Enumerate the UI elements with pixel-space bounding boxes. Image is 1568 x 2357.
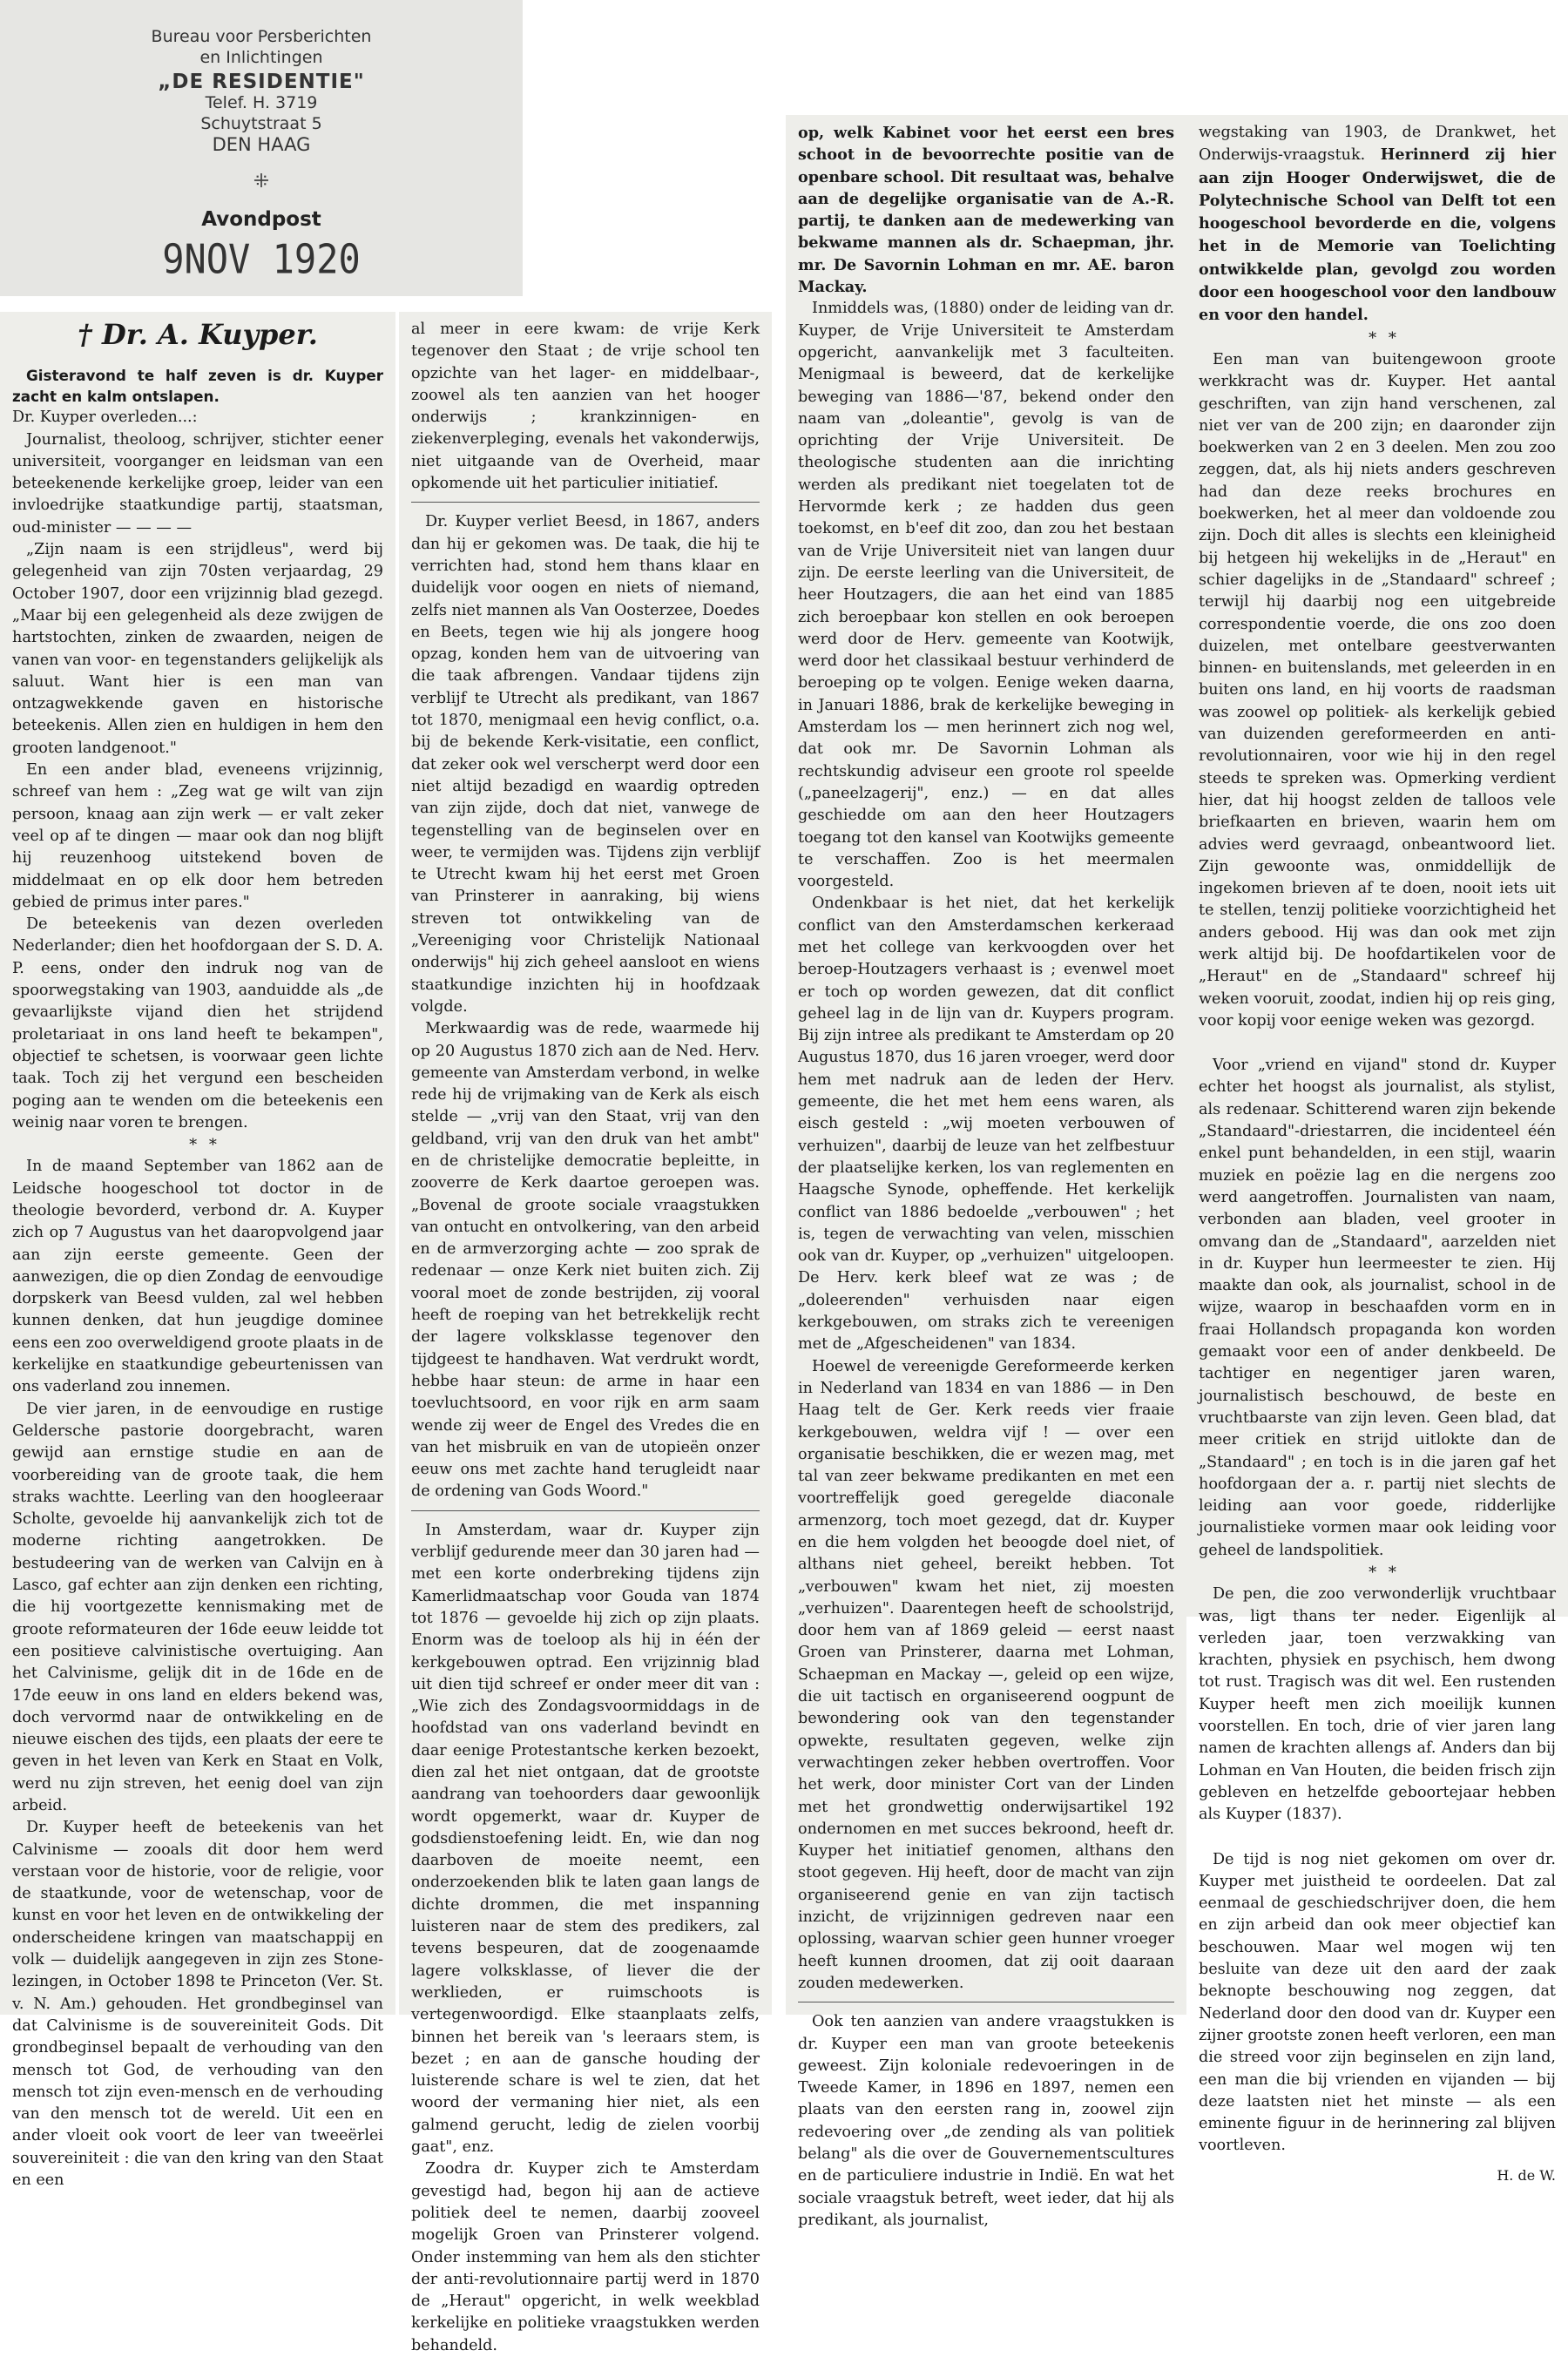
section-separator: * *: [189, 1136, 220, 1155]
paragraph: Ook ten aanzien van andere vraagstukken is dr. Kuyper een man van groote beteekenis geweest. Zijn koloniale redevoeringen in de Tweede Kamer, in 1896 en 1897, nemen een plaats van den eersten rang in, zoowel zijn redevoering over „de zending als van politiek belang" als die over de Gouvernementscultures en de particuliere industrie in Indië. En wat het sociale vraagstuk betreft, weet ieder, dat hij als predikant, als journalist,: [798, 2013, 1174, 2229]
paragraph: En een ander blad, eveneens vrijzinnig, schreef van hem : „Zeg wat ge wilt van zijn persoon, knaag aan zijn werk — er valt zeker veel op af te dingen — maar ook dan nog blijft hij reuzenhoog uitstekend boven de middelmaat en op elk door hem betreden gebied de primus inter pares.": [12, 761, 383, 911]
paragraph: Journalist, theoloog, schrijver, stichter eener universiteit, voorganger en leidsman van een beteekenende kerkelijke groep, leider van een invloedrijke staatkundige partij, staatsman, oud-minister — — — —: [12, 430, 383, 537]
bureau-subtitle: en Inlichtingen: [199, 48, 323, 67]
edition-label: Avondpost: [201, 208, 321, 231]
paragraph: Zoodra dr. Kuyper zich te Amsterdam gevestigd had, begon hij aan de actieve politiek deel te nemen, daarbij zooveel mogelijk Groen van Prinsterer volgend. Onder instemming van hem als den stichter der anti-revolutionnaire partij werd in 1870 de „Heraut" opgericht, in welk weekblad kerkelijke en politieke vraagstukken werden behandeld.: [411, 2160, 760, 2354]
ornament-icon: ⁜: [253, 171, 270, 192]
article-column-4: [1186, 115, 1568, 2184]
agency-phone: Telef. H. 3719: [205, 93, 318, 112]
paragraph: al meer in eere kwam: de vrije Kerk tegenover den Staat ; de vrije school ten opzichte van het lager- en middelbaar-, zoowel als ten aanzien van het hooger onderwijs ; krankzinnigen- en ziekenverpleging, evenals het vakonderwijs, niet uitgaande van de Overheid, maar opkomende uit het particulier initiatief.: [411, 321, 760, 493]
paragraph: Inmiddels was, (1880) onder de leiding van dr. Kuyper, de Vrije Universiteit te Amsterdam opgericht, aanvankelijk met 3 faculteiten. Menigmaal is beweerd, dat de kerkelijke beweging van 1886—'87, bekend onder den naam van „doleantie", gevolg is van de oprichting der Vrije Universiteit. De theologische studenten aan die inrichting werden als predikant niet toegelaten tot de Hervormde kerk ; ze hadden dus geen toekomst, en b'eef dit zoo, dan zou het bestaan van de Vrije Universiteit niet van langen duur zijn. De eerste leerling van die Universiteit, de heer Houtzagers, die aan het eind van 1885 zich beroepbaar kon stellen en ook beroepen werd door de Herv. gemeente van Kootwijk, werd door het classikaal bestuur verhinderd de beroeping op te volgen. Eenige weken daarna, in Januari 1886, brak de kerkelijke beweging in Amsterdam los — men herinnert zich nog wel, dat ook mr. De Savornin Lohman als rechtskundig adviseur een groote rol speelde („paneelzagerij", enz.) — en dat alles geschiedde om aan den heer Houtzagers toegang tot den kansel van Kootwijks gemeente te verschaffen. Zoo is het meermalen voorgesteld.: [798, 300, 1174, 891]
paragraph: De vier jaren, in de eenvoudige en rustige Geldersche pastorie doorgebracht, waren gewijd aan ernstige studie en aan de voorbereiding van de groote taak, die hem straks wachtte. Leerling van den hoogleeraar Scholte, gevoelde hij aanvankelijk zich tot de moderne richting aangetrokken. De bestudeering van de werken van Calvijn en à Lasco, gaf echter aan zijn denken een richting, die hij voortgezette kennismaking met de groote reformateuren der 16de eeuw leidde tot een positieve calvinistische overtuiging. Aan het Calvinisme, gelijk dit in de 16de en de 17de eeuw in ons land en elders bekend was, doch vervormd naar de ontwikkeling en de nieuwe eischen des tijds, een plaats der eere te geven in het leven van Kerk en Staat en Volk, werd nu zijn streven, het eenig doel van zijn arbeid.: [12, 1400, 383, 1814]
paragraph: Voor „vriend en vijand" stond dr. Kuyper echter het hoogst als journalist, als stylist, als redenaar. Schitterend waren zijn bekende „Standaard"-driestarren, die incidenteel één enkel punt behandelden, in een stijl, waarin muziek en poëzie lag en die nergens zoo werd aangetroffen. Journalisten van naam, verbonden aan bladen, veel grooter in omvang dan de „Standaard", aarzelden niet in dr. Kuyper hun leermeester te zien. Hij maakte dan ook, als journalist, school in de wijze, waarop in beschaafden vorm en in fraai Hollandsch propaganda kon worden gemaakt voor een of ander denkbeeld. De tachtiger en negentiger jaren waren, journalistisch beschouwd, de beste en vruchtbaarste van zijn leven. Geen blad, dat meer critiek en strijd uitlokte dan de „Standaard" ; en toch is in die jaren gaf het hoofdorgaan der a. r. partij niet slechts de leiding aan voor goede, ridderlijke journalistieke vormen maar ook leiding voor geheel de landspolitiek.: [1199, 1057, 1556, 1559]
paragraph: De pen, die zoo verwonderlijk vruchtbaar was, ligt thans ter neder. Eigenlijk al verleden jaar, toen verzwakking van krachten, physiek en psychisch, hem dwong tot rust. Tragisch was dit wel. Een rustenden Kuyper heeft men zich moeilijk kunnen voorstellen. En toch, drie of vier jaren lang namen de krachten allengs af. Anders dan bij Lohman en Van Houten, die beiden frisch zijn gebleven en hetzelfde geboortejaar hebben als Kuyper (1837).: [1199, 1585, 1556, 1824]
article-column-3: [786, 115, 1186, 2229]
agency-name: „DE RESIDENTIE": [158, 71, 365, 93]
paragraph: Merkwaardig was de rede, waarmede hij op 20 Augustus 1870 zich aan de Ned. Herv. gemeente van Amsterdam verbond, in welke rede hij de vrijmaking van de Kerk als eisch stelde — „vrij van den Staat, vrij van den geldband, vrij van den druk van het ambt" en de christelijke democratie bepleitte, in zooverre de Kerk daartoe geroepen was. „Bovenal de groote sociale vraagstukken van ontucht en ontvolkering, van den arbeid en de armverzorging achte — zoo sprak de redenaar — onze Kerk niet buiten zich. Zij vooral moet de zonde bestrijden, zij vooral heeft de roeping van het betrekkelijk recht der lagere volksklasse tegenover den tijdgeest te handhaven. Wat verdrukt wordt, hebbe haar steun: de arme in haar een toevluchtsoord, en voor rijk en arm saam wende zij weer de Engel des Vredes die en van het misbruik en van de utopieën onzer eeuw ons met zachte hand terugleidt naar de ordening van Gods Woord.": [411, 1020, 760, 1501]
paragraph: In Amsterdam, waar dr. Kuyper zijn verblijf gedurende meer dan 30 jaren had — met een korte onderbreking tijdens zijn Kamerlidmaatschap voor Gouda van 1874 tot 1876 — gevoelde hij zich op zijn plaats. Enorm was de toeloop als hij in één der kerkgebouwen optrad. Een vrijzinnig blad uit dien tijd schreef er onder meer dit van : „Wie zich des Zondagsvoormiddags in de hoofdstad van ons vaderland bevindt en daar eenige Protestantsche kerken bezoekt, dien zal het niet ontgaan, dat de grootste aandrang van toehoorders daar gewoonlijk wordt opgemerkt, waar dr. Kuyper de godsdienstoefening leidt. En, wie dan nog daarboven de moeite neemt, een onderzoekenden blik te laten gaan langs de dichte drommen, die met inspanning luisteren naar de stem des predikers, zal tevens bespeuren, dat de zoogenaamde lagere volksklasse, of liever die der werklieden, er ruimschoots is vertegenwoordigd. Elke staanplaats zelfs, binnen het bereik van 's leeraars stem, is bezet ; en aan de gansche houding der luisterende schare is wel te zien, dat het woord der vermaning hier niet, als een galmend gerucht, ledig de zielen voorbij gaat", enz.: [411, 1521, 760, 2157]
paragraph: In de maand September van 1862 aan de Leidsche hoogeschool tot doctor in de theologie bevorderd, verbond dr. A. Kuyper zich op 7 Augustus van het daaropvolgend jaar aan zijn eerste gemeente. Geen der aanwezigen, die op dien Zondag de eenvoudige dorpskerk van Beesd vulden, zal wel hebben kunnen denken, dat hun jeugdige dominee eens een zoo overweldigend groote plaats in de kerkelijke en staatkundige gebeurtenissen van ons vaderland zou innemen.: [12, 1158, 383, 1396]
paragraph: De beteekenis van dezen overleden Nederlander; dien het hoofdorgaan der S. D. A. P. eens, onder den indruk nog van de spoorwegstaking van 1903, aanduidde als „de gevaarlijkste vijand dien het strijdend proletariaat in ons land heeft te bekampen", objectief te schetsen, is voorwaar geen lichte taak. Toch zij het vergund een bescheiden poging aan te wenden om die beteekenis een weinig naar voren te brengen.: [12, 915, 383, 1131]
article-title: † Dr. A. Kuyper.: [78, 318, 318, 351]
column-divider: [411, 1510, 760, 1511]
paragraph-head: wegstaking van 1903, de Drankwet, het Onderwijs-vraagstuk.: [1199, 124, 1556, 165]
author-signature: H. de W.: [1497, 2166, 1556, 2184]
press-bureau-stamp: [0, 0, 523, 296]
section-separator: * *: [1369, 1563, 1400, 1582]
paragraph: [1199, 122, 1556, 328]
paragraph: Dr. Kuyper heeft de beteekenis van het Calvinisme — zooals dit door hem werd verstaan voor de historie, voor de religie, voor de staatkunde, voor de wetenschap, voor de kunst en voor het leven en de ontwikkeling der onderscheidene kringen van maatschappij en volk — duidelijk aangegeven in zijn zes Stone-lezingen, in October 1898 te Princeton (Ver. St. v. N. Am.) gehouden. Het grondbeginsel van dat Calvinisme is de souvereiniteit Gods. Dit grondbeginsel bepaalt de verhouding van den mensch tot God, de verhouding van den mensch tot zijn even-mensch en de verhouding van den mensch tot de wereld. Uit een en ander vloeit ook voort de leer van tweeërlei souvereiniteit : die van den kring van den Staat en een: [12, 1819, 383, 2190]
paragraph-bold: Herinnerd zij hier aan zijn Hooger Onderwijswet, die de Polytechnische School van Delft tot een hoogeschool bevorderde en die, volgens het in de Memorie van Toelichting ontwikkelde plan, gevolgd zou worden door een hoogeschool voor den landbouw en voor den handel.: [1199, 145, 1556, 325]
agency-street: Schuytstraat 5: [200, 114, 322, 133]
date-stamp: 9NOV 1920: [162, 235, 361, 283]
bureau-name: Bureau voor Persberichten: [151, 27, 372, 46]
article-lead: Gisteravond te half zeven is dr. Kuyper zacht en kalm ontslapen.: [12, 367, 383, 406]
agency-city: DEN HAAG: [212, 134, 311, 155]
paragraph: Dr. Kuyper verliet Beesd, in 1867, anders dan hij er gekomen was. De taak, die hij te verrichten had, stond hem thans klaar en duidelijk voor oogen en niets of niemand, zelfs niet mannen als Van Oosterzee, Doedes en Beets, tegen wie hij als jongere hoog opzag, konden hem van de uitvoering van die taak afbrengen. Vandaar tijdens zijn verblijf te Utrecht als predikant, van 1867 tot 1870, menigmaal een hevig conflict, o.a. bij de bekende Kerk-visitatie, een conflict, dat zeker ook wel verscherpt werd door een niet altijd bezadigd en waardig optreden van zijn zijde, doch dat niet, vanwege de tegenstelling van de beginselen over en weer, te vermijden was. Tijdens zijn verblijf te Utrecht kwam hij het eerst met Groen van Prinsterer in aanraking, bij wiens streven tot ontwikkeling van de „Vereeniging voor Christelijk Nationaal onderwijs" hij zich geheel aansloot en wiens staatkundige inzichten hij in hoofdzaak volgde.: [411, 513, 760, 1016]
article-column-2: [399, 312, 772, 2354]
paragraph: De tijd is nog niet gekomen om over dr. Kuyper met juistheid te oordeelen. Dat zal eenmaal de geschiedschrijver doen, die hem en zijn arbeid dan ook meer objectief kan beschouwen. Maar wel mogen wij ten besluite van deze uit den aard der zaak beknopte beschouwing nog zeggen, dat Nederland door den dood van dr. Kuyper een zijner grootste zonen heeft verloren, een man die streed voor zijn beginselen en zijn land, een man die bij vrienden en vijanden — bij deze laatsten niet het minste — als een eminente figuur in de herinnering zal blijven voortleven.: [1199, 1850, 1556, 2155]
article-column-1: [0, 312, 395, 2190]
section-separator: * *: [1369, 328, 1400, 348]
paragraph: Een man van buitengewoon groote werkkracht was dr. Kuyper. Het aantal geschriften, van zijn hand verschenen, zal niet ver van de 200 zijn; en daaronder zijn boekwerken van 2 en 3 deelen. Men zou zoo zeggen, dat, als hij niets anders geschreven had dan deze reeks brochures en boekwerken, het al meer dan voldoende zou zijn. Doch dit alles is slechts een kleinigheid bij hetgeen hij wekelijks in de „Heraut" en schier dagelijks in de „Standaard" schreef ; terwijl hij daarbij nog een uitgebreide correspondentie voerde, die ons zoo doen duizelen, met ontelbare geestverwanten binnen- en buitenslands, met geleerden in en buiten ons land, en hij voorts de raadsman was zoowel op politiek- als kerkelijk gebied van duizenden gereformeerden en anti-revolutionnairen, voor wie hij in den regel steeds te spreken was. Opmerking verdient hier, dat hij hoogst zelden de talloos vele briefkaarten en brieven, waarin hem om advies werd gevraagd, onbeantwoord liet. Zijn gewoonte was, onmiddellijk de ingekomen brieven af te doen, nooit iets uit te stellen, tenzij politieke voorzichtigheid het anders gebood. Hij was dan ook met zijn werk altijd bij. De hoofdartikelen voor de „Heraut" en de „Standaard" schreef hij weken vooruit, zoodat, indien hij op reis ging, voor kopij voor eenige weken was gezorgd.: [1199, 350, 1556, 1030]
paragraph: Ondenkbaar is het niet, dat het kerkelijk conflict van den Amsterdamschen kerkeraad met het college van kerkvoogden over het beroep-Houtzagers verhaast is ; evenwel moet er toch op worden gewezen, dat dit conflict geheel lag in de lijn van dr. Kuypers program. Bij zijn intree als predikant te Amsterdam op 20 Augustus 1870, dus 16 jaren vroeger, werd door hem met nadruk aan de leden der Herv. gemeente, die het met hem eens waren, als eisch gesteld : „wij moeten verbouwen of verhuizen", daarbij de leuze van het zelfbestuur der plaatselijke kerken, los van reglementen en Haagsche Synode, opheffende. Het kerkelijk conflict van 1886 bedoelde „verbouwen" ; het is, tegen de verwachting van velen, misschien ook van dr. Kuyper, op „verhuizen" uitgeloopen. De Herv. kerk bleef wat ze was ; de „doleerenden" verhuisden naar eigen kerkgebouwen, om straks zich te vereenigen met de „Afgescheidenen" van 1834.: [798, 895, 1174, 1354]
paragraph-bold: op, welk Kabinet voor het eerst een bres schoot in de bevoorrechte positie van de openbare school. Dit resultaat was, behalve aan de degelijke organisatie van de A.-R. partij, te danken aan de medewerking van bekwame mannen als dr. Schaepman, jhr. mr. De Savornin Lohman en mr. AE. baron Mackay.: [798, 124, 1174, 297]
paragraph: „Zijn naam is een strijdleus", werd bij gelegenheid van zijn 70sten verjaardag, 29 October 1907, door een vrijzinnig blad gezegd. „Maar bij een gelegenheid als deze zwijgen de hartstochten, zinken de zwaarden, neigen de vanen van voor- en tegenstanders gelijkelijk als saluut. Want hier is een man van ontzagwekkende gaven en historische beteekenis. Allen zien en huldigen in hem den grooten landgenoot.": [12, 541, 383, 757]
paragraph: Dr. Kuyper overleden...:: [12, 409, 198, 427]
paragraph: Hoewel de vereenigde Gereformeerde kerken in Nederland van 1834 en van 1886 — in Den Haag telt de Ger. Kerk reeds vier fraaie kerkgebouwen, weldra vijf ! — over een organisatie beschikken, die er wezen mag, met tal van zeer bekwame predikanten en met een voortreffelijk goed geregelde diaconale armenzorg, toch moet gezegd, dat dr. Kuyper en die hem volgden het beoogde doel niet, of althans niet geheel, bereikt hebben. Tot „verbouwen" kwam het niet, zij moesten „verhuizen". Daarentegen heeft de schoolstrijd, door hem van af 1869 geleid — eerst naast Groen van Prinsterer, daarna met Lohman, Schaepman en Mackay —, geleid op een wijze, die uit tactisch en organiseerend oogpunt de bewondering ook van den tegenstander opwekte, resultaten gegeven, welke zijn verwachtingen zeker hebben overtroffen. Voor het werk, door minister Cort van der Linden met het grondwettig onderwijsartikel 192 ondernomen en met succes bekroond, heeft dr. Kuyper het initiatief genomen, althans den stoot gegeven. Hij heeft, door de macht van zijn organiseerend genie en van zijn tactisch inzicht, de vrijzinnigen gedreven naar een oplossing, waarvan schier geen hunner vroeger heeft kunnen droomen, dat zij ooit daaraan zouden medewerken.: [798, 1357, 1174, 1992]
column-divider: [411, 502, 760, 503]
